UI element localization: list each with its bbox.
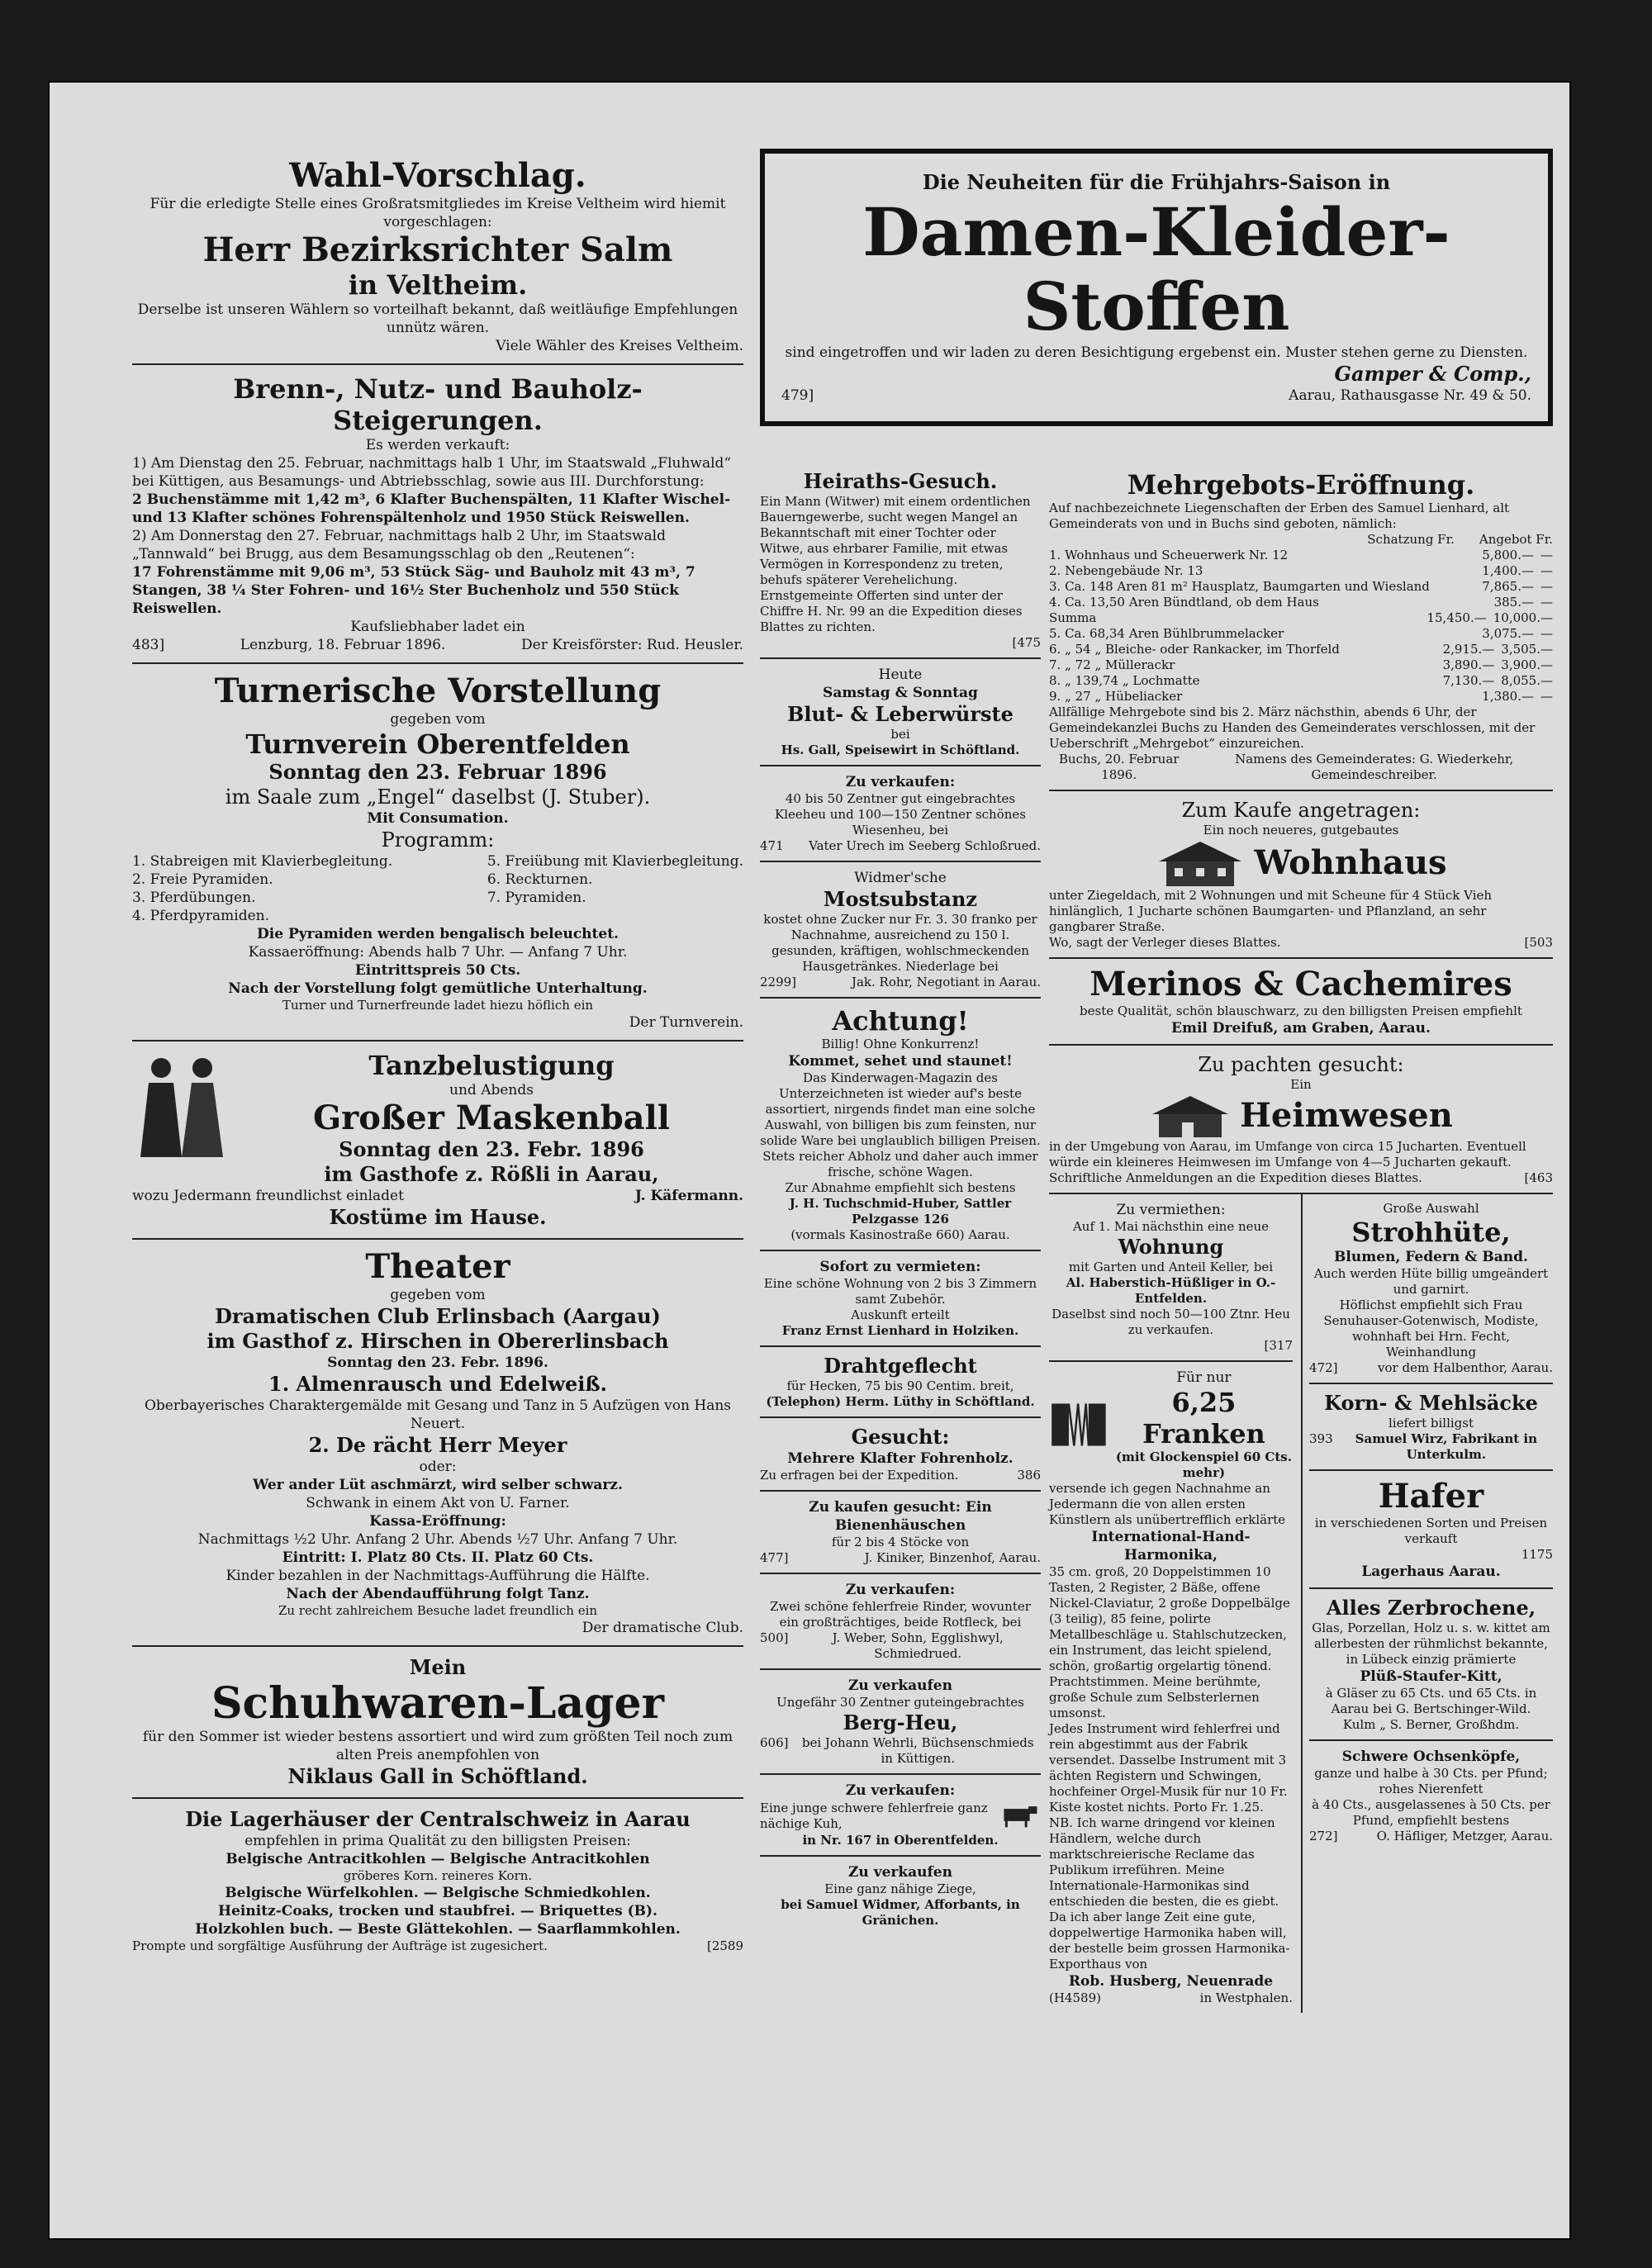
ad-gesucht bbox=[760, 1418, 1041, 1492]
wurst-by: bei bbox=[890, 727, 910, 742]
house-icon bbox=[1155, 838, 1246, 888]
ad-bergheu bbox=[760, 1670, 1041, 1775]
tanz-host: J. Käfermann. bbox=[634, 1188, 743, 1204]
heimwesen-body: in der Umgebung von Aarau, im Umfange von circa 15 Jucharten. Eventuell würde ein kleineres Heimwesen im Umfange von 4—5 Jucharten gekauft. bbox=[1049, 1139, 1526, 1170]
merinos-vendor: Emil Dreifuß, am Graben, Aarau. bbox=[1171, 1020, 1431, 1037]
wohnhaus-code: [503 bbox=[1524, 935, 1553, 950]
table-cell-value: 2,915.— bbox=[1442, 642, 1495, 657]
bienen-vendor: J. Kiniker, Binzenhof, Aarau. bbox=[864, 1550, 1041, 1565]
draht-vendor: (Telephon) Herm. Lüthy in Schöftland. bbox=[766, 1394, 1035, 1409]
stoffe-address: Aarau, Rathausgasse Nr. 49 & 50. bbox=[1289, 387, 1531, 404]
ziege-vendor: bei Samuel Widmer, Afforbants, in Gränichen. bbox=[781, 1897, 1020, 1928]
ad-maskenball bbox=[132, 1041, 743, 1240]
table-cell-value: 3,890.— bbox=[1442, 657, 1495, 672]
achtung-sub1: Billig! Ohne Konkurrenz! bbox=[821, 1037, 980, 1051]
tanz-invite: wozu Jedermann freundlichst einladet bbox=[132, 1188, 404, 1204]
theater-play1-desc: Oberbayerisches Charaktergemälde mit Gesang und Tanz in 5 Aufzügen von Hans Neuert. bbox=[144, 1397, 731, 1432]
vermieten-title: Sofort zu vermieten: bbox=[819, 1259, 981, 1275]
stroh-code: 472] bbox=[1309, 1360, 1338, 1375]
bergheu-vendor: bei Johann Wehrli, Büchsenschmieds in Küttigen. bbox=[801, 1735, 1034, 1766]
mehl-title: Korn- & Mehlsäcke bbox=[1324, 1391, 1538, 1415]
vermieten-info: Auskunft erteilt bbox=[851, 1307, 950, 1322]
rinder-title: Zu verkaufen: bbox=[845, 1582, 956, 1598]
gesucht-code: 386 bbox=[1017, 1468, 1041, 1483]
brennholz-closing: Kaufsliebhaber ladet ein bbox=[350, 619, 525, 635]
ad-strohhuete bbox=[1309, 1194, 1553, 1384]
heirat-body: Ein Mann (Witwer) mit einem ordentlichen Bauerngewerbe, sucht wegen Mangel an Bekanntschaft mit einer Tochter oder Witwe, aus ehrbarer Familie, mit etwas Vermögen in Korrespondenz zu treten, behufs späterer Verehelichung. bbox=[760, 494, 1031, 587]
ad-draht bbox=[760, 1347, 1041, 1418]
table-row bbox=[1049, 626, 1553, 642]
wahl-intro: Für die erledigte Stelle eines Großratsmitgliedes im Kreise Veltheim wird hiemit vorgeschlagen: bbox=[150, 196, 726, 230]
ochsen-body: ganze und halbe à 30 Cts. per Pfund; rohes Nierenfett bbox=[1314, 1766, 1548, 1796]
turner-title: Turnerische Vorstellung bbox=[214, 671, 662, 710]
wohnung-headline: Wohnung bbox=[1118, 1235, 1224, 1259]
wohnung-body3: Daselbst sind noch 50—100 Ztnr. Heu zu verkaufen. bbox=[1051, 1307, 1290, 1337]
mehrgebot-body: Auf nachbezeichnete Liegenschaften der Erben des Samuel Lienhard, alt Gemeinderats von und in Buchs sind geboten, nämlich: bbox=[1049, 501, 1510, 531]
vermieten-vendor: Franz Ernst Lienhard in Holziken. bbox=[781, 1323, 1019, 1338]
table-cell-label: 8. „ 139,74 „ Lochmatte bbox=[1049, 673, 1200, 688]
mehl-sub: liefert billigst bbox=[1389, 1416, 1474, 1431]
heimwesen-headline: Heimwesen bbox=[1240, 1096, 1453, 1135]
column-right-top bbox=[760, 149, 1553, 426]
theater-venue: im Gasthof z. Hirschen in Obererlinsbach bbox=[206, 1329, 669, 1353]
harmonika-details: 35 cm. groß, 20 Doppelstimmen 10 Tasten, 2 Register, 2 Bäße, offene Nickel-Claviatur, 2 große Doppelbälge (3 teilig), 85 feine, polirte Metallbeschläge u. Stahlschutzecken, ein Instrument, das leicht spielend, schön, großartig orgelartig tönend. Prachtstimmen. Meine berühmte, große Schule zum Selbsterlernen umsonst. bbox=[1049, 1564, 1290, 1720]
wahl-name: Herr Bezirksrichter Salm bbox=[202, 230, 673, 269]
draht-title: Drahtgeflecht bbox=[824, 1354, 977, 1378]
ad-schuhwaren bbox=[132, 1647, 743, 1799]
bergheu-headline: Berg-Heu, bbox=[843, 1710, 958, 1734]
table-row bbox=[1049, 689, 1553, 705]
hafer-title: Hafer bbox=[1378, 1477, 1484, 1516]
table-cell-value: 15,450.— bbox=[1427, 610, 1487, 625]
ziege-title: Zu verkaufen bbox=[848, 1864, 952, 1881]
ad-wurst bbox=[760, 659, 1041, 766]
brennholz-intro: Es werden verkauft: bbox=[365, 437, 510, 453]
heimwesen-pre: Ein bbox=[1290, 1077, 1312, 1092]
theater-play2-desc: Schwank in einem Akt von U. Farner. bbox=[306, 1495, 570, 1511]
stoffe-title: Damen-Kleider-Stoffen bbox=[862, 193, 1450, 345]
wohnhaus-info: Wo, sagt der Verleger dieses Blattes. bbox=[1049, 935, 1281, 950]
harmonika-price-pre: Für nur bbox=[1176, 1369, 1232, 1386]
accordion-icon bbox=[1049, 1392, 1108, 1458]
theater-dance: Nach der Abendaufführung folgt Tanz. bbox=[286, 1586, 590, 1602]
ad-merinos bbox=[1049, 959, 1553, 1046]
stroh-vendor: Höflichst empfiehlt sich Frau Senuhauser-Gotenwisch, Modiste, wohnhaft bei Hrn. Fecht, Weinhandlung bbox=[1323, 1298, 1539, 1359]
table-cell-label: 5. Ca. 68,34 Aren Bühlbrummelacker bbox=[1049, 626, 1284, 641]
schuh-body: für den Sommer ist wieder bestens assortiert und wird zum größten Teil noch zum alten Preis anempfohlen von bbox=[142, 1729, 733, 1763]
wahl-body: Derselbe ist unseren Wählern so vorteilhaft bekannt, daß weitläufige Empfehlungen unnütz wären. bbox=[137, 301, 738, 336]
theater-entry: Eintritt: I. Platz 80 Cts. II. Platz 60 Cts. bbox=[282, 1549, 594, 1566]
stoffe-code: 479] bbox=[781, 387, 814, 404]
table-cell-label: 2. Nebengebäude Nr. 13 bbox=[1049, 563, 1203, 578]
brennholz-item2-goods: 17 Fohrenstämme mit 9,06 m³, 53 Stück Säg- und Bauholz mit 43 m³, 7 Stangen, 38 ¼ Ster Fohren- und 16½ Ster Buchenholz und 550 Stück Reiswellen. bbox=[132, 564, 695, 617]
achtung-vendor: J. H. Tuchschmid-Huber, Sattler Pelzgasse 126 bbox=[789, 1196, 1012, 1227]
theater-kassa: Kassa-Eröffnung: bbox=[369, 1513, 506, 1530]
merinos-title: Merinos & Cachemires bbox=[1089, 965, 1512, 1004]
table-cell-value: 7,865.— bbox=[1482, 579, 1534, 594]
kohlen-title: Die Lagerhäuser der Centralschweiz in Aarau bbox=[185, 1807, 691, 1831]
ad-kohlen bbox=[132, 1799, 743, 1962]
stoffe-body: sind eingetroffen und wir laden zu deren Besichtigung ergebenst ein. Muster stehen gerne zu Diensten. bbox=[785, 344, 1528, 361]
stroh-loc: vor dem Halbenthor, Aarau. bbox=[1378, 1360, 1553, 1375]
wohnhaus-headline: Wohnhaus bbox=[1254, 843, 1447, 882]
theater-title: Theater bbox=[365, 1247, 510, 1286]
wurst-pre: Heute bbox=[878, 667, 923, 683]
wohnung-vendor: Al. Haberstich-Hüßliger in O.-Entfelden. bbox=[1066, 1275, 1276, 1306]
table-cell-value: — bbox=[1540, 579, 1553, 594]
heirat-title: Heiraths-Gesuch. bbox=[803, 469, 998, 493]
mehrgebot-note: Allfällige Mehrgebote sind bis 2. März nächsthin, abends 6 Uhr, der Gemeindekanzlei Buchs zu Handen des Gemeinderates verschlossen, mit der Ueberschrift „Mehrgebot“ einzureichen. bbox=[1049, 705, 1536, 751]
gesucht-body: Mehrere Klafter Fohrenholz. bbox=[787, 1450, 1014, 1467]
gesucht-info: Zu erfragen bei der Expedition. bbox=[760, 1468, 959, 1483]
table-row bbox=[1049, 563, 1553, 579]
theater-club: Dramatischen Club Erlinsbach (Aargau) bbox=[215, 1304, 661, 1328]
tanz-venue: im Gasthofe z. Rößli in Aarau, bbox=[324, 1162, 659, 1186]
stoffe-firm: Gamper & Comp., bbox=[1334, 362, 1531, 386]
bergheu-body: Ungefähr 30 Zentner guteingebrachtes bbox=[776, 1695, 1024, 1710]
newspaper-page bbox=[50, 83, 1569, 2238]
table-row bbox=[1049, 579, 1553, 595]
kitt-line1: Aarau bei G. Bertschinger-Wild. bbox=[1331, 1701, 1531, 1716]
turner-extra: Mit Consumation. bbox=[367, 810, 509, 827]
kuh-loc: in Nr. 167 in Oberentfelden. bbox=[802, 1833, 999, 1848]
most-title: Mostsubstanz bbox=[823, 887, 978, 911]
heimwesen-title: Zu pachten gesucht: bbox=[1198, 1053, 1404, 1076]
table-cell-value: — bbox=[1540, 595, 1553, 610]
harmonika-guarantee: Jedes Instrument wird fehlerfrei und rein abgestimmt aus der Fabrik versendet. Dasselbe Instrument mit 3 ächten Registern und Schwingen, hochfeiner Orgel-Musik für nur 10 Fr. Kiste kostet nichts. Porto Fr. 1.25. bbox=[1049, 1721, 1288, 1815]
most-code: 2299] bbox=[760, 975, 797, 989]
ad-brennholz bbox=[132, 365, 743, 664]
schuh-title: Schuhwaren-Lager bbox=[211, 1678, 665, 1729]
ad-heimwesen bbox=[1049, 1046, 1553, 1194]
turner-program-left bbox=[132, 852, 392, 925]
table-cell-value: 8,055.— bbox=[1501, 673, 1553, 688]
ad-rinder bbox=[760, 1574, 1041, 1670]
heimwesen-code: [463 bbox=[1524, 1170, 1553, 1185]
program-item: 4. Pferdpyramiden. bbox=[132, 908, 270, 924]
klee-body: 40 bis 50 Zentner gut eingebrachtes Kleeheu und 100—150 Zentner schönes Wiesenheu, bei bbox=[775, 791, 1026, 837]
ochsen-body2: à 40 Cts., ausgelassenes à 50 Cts. per Pfund, empfiehlt bestens bbox=[1312, 1797, 1550, 1828]
klee-vendor: Vater Urech im Seeberg Schloßrued. bbox=[809, 838, 1041, 853]
kohlen-line2: Belgische Würfelkohlen. — Belgische Schmiedkohlen. bbox=[225, 1885, 651, 1901]
ad-mehlsaecke bbox=[1309, 1384, 1553, 1471]
stroh-pre: Große Auswahl bbox=[1383, 1201, 1479, 1216]
hafer-vendor: Lagerhaus Aarau. bbox=[1361, 1563, 1501, 1580]
tanz-date: Sonntag den 23. Febr. 1896 bbox=[339, 1137, 644, 1161]
ad-vermieten bbox=[760, 1251, 1041, 1347]
table-cell-value: — bbox=[1540, 563, 1553, 578]
rinder-body: Zwei schöne fehlerfreie Rinder, wovunter ein großträchtiges, beide Rotfleck, bei bbox=[770, 1599, 1031, 1630]
table-cell-value: 1,400.— bbox=[1482, 563, 1534, 578]
tanz-title: Tanzbelustigung bbox=[368, 1050, 615, 1081]
brennholz-code: 483] bbox=[132, 637, 165, 653]
hafer-body: in verschiedenen Sorten und Preisen verkauft bbox=[1314, 1516, 1548, 1546]
turner-by: gegeben vom bbox=[390, 711, 486, 728]
wahl-signature: Viele Wähler des Kreises Veltheim. bbox=[496, 338, 743, 354]
brennholz-item1: 1) Am Dienstag den 25. Februar, nachmittags halb 1 Uhr, im Staatswald „Fluhwald“ bei Küttigen, aus Besamungs- und Abtriebsschlag, sowie aus III. Durchforstung: bbox=[132, 455, 732, 490]
wahl-place: in Veltheim. bbox=[348, 269, 528, 301]
bienen-title: Zu kaufen gesucht: Ein bbox=[809, 1499, 992, 1516]
table-cell-value: 7,130.— bbox=[1442, 673, 1495, 688]
mehl-code: 393 bbox=[1309, 1431, 1333, 1446]
ad-wohnung bbox=[1049, 1194, 1293, 1362]
ad-kuh bbox=[760, 1775, 1041, 1857]
table-row bbox=[1049, 595, 1553, 610]
table-row bbox=[1049, 642, 1553, 657]
ad-ochsen bbox=[1309, 1741, 1553, 1851]
theater-play2-sub: Wer ander Lüt aschmärzt, wird selber schwarz. bbox=[253, 1477, 623, 1493]
heirat-code: [475 bbox=[1012, 635, 1041, 650]
table-cell-label: 1. Wohnhaus und Scheuerwerk Nr. 12 bbox=[1049, 548, 1289, 562]
ad-hafer bbox=[1309, 1471, 1553, 1589]
ad-mehrgebot bbox=[1049, 463, 1553, 791]
wurst-days: Samstag & Sonntag bbox=[823, 685, 978, 701]
stoffe-top: Die Neuheiten für die Frühjahrs-Saison in bbox=[922, 170, 1391, 194]
table-cell-label: 7. „ 72 „ Müllerackr bbox=[1049, 657, 1175, 672]
wohnung-body: Auf 1. Mai nächsthin eine neue bbox=[1072, 1219, 1270, 1234]
farmhouse-icon bbox=[1149, 1093, 1232, 1139]
stroh-title: Strohhüte, bbox=[1351, 1217, 1511, 1248]
theater-signature: Der dramatische Club. bbox=[582, 1620, 743, 1636]
klee-title: Zu verkaufen: bbox=[845, 774, 956, 790]
gesucht-title: Gesucht: bbox=[851, 1425, 950, 1449]
table-cell-label: Summa bbox=[1049, 610, 1097, 625]
wohnung-title: Zu vermiethen: bbox=[1116, 1202, 1226, 1218]
ad-theater bbox=[132, 1240, 743, 1647]
most-pre: Widmer'sche bbox=[854, 870, 947, 886]
schuh-signature: Niklaus Gall in Schöftland. bbox=[287, 1764, 588, 1788]
theater-play1: 1. Almenrausch und Edelweiß. bbox=[268, 1372, 607, 1396]
table-cell-value: 5,800.— bbox=[1482, 548, 1534, 562]
harmonika-closing: Da ich aber lange Zeit eine gute, doppelwertige Harmonika haben will, der bestelle beim grossen Harmonika-Exporthaus von bbox=[1049, 1910, 1290, 1971]
table-row bbox=[1049, 673, 1553, 689]
harmonika-body: versende ich gegen Nachnahme an Jedermann die von allen ersten Künstlern als unübertrefflich erklärte bbox=[1049, 1481, 1286, 1527]
brennholz-item1-goods: 2 Buchenstämme mit 1,42 m³, 6 Klafter Buchenspälten, 11 Klafter Wischel- und 13 Klafter schönes Fohrenspältenholz und 1950 Stück Reiswellen. bbox=[132, 491, 731, 526]
wahl-title: Wahl-Vorschlag. bbox=[289, 156, 586, 195]
vermieten-body: Eine schöne Wohnung von 2 bis 3 Zimmern samt Zubehör. bbox=[763, 1276, 1037, 1307]
kohlen-line1: Belgische Antracitkohlen — Belgische Antracitkohlen bbox=[225, 1851, 650, 1867]
turner-program-title: Programm: bbox=[381, 828, 495, 852]
most-body: kostet ohne Zucker nur Fr. 3. 30 franko per Nachnahme, ausreichend zu 150 l. gesunden, kräftigen, wohlschmeckenden Hausgetränkes. Niederlage bei bbox=[763, 912, 1037, 974]
wohnung-code: [317 bbox=[1264, 1338, 1293, 1353]
cow-icon bbox=[998, 1800, 1041, 1833]
program-item: 5. Freiübung mit Klavierbegleitung. bbox=[487, 853, 743, 870]
table-cell-label: 9. „ 27 „ Hübeliacker bbox=[1049, 689, 1183, 704]
draht-body: für Hecken, 75 bis 90 Centim. breit, bbox=[786, 1378, 1014, 1393]
wohnhaus-body: unter Ziegeldach, mit 2 Wohnungen und mit Scheune für 4 Stück Vieh hinlänglich, 1 Jucharte schönen Baumgarten- und Pflanzland, an sehr gangbarer Straße. bbox=[1049, 888, 1493, 934]
turner-venue: im Saale zum „Engel“ daselbst (J. Stuber). bbox=[225, 785, 651, 809]
ad-klee bbox=[760, 766, 1041, 862]
kohlen-line3: Heinitz-Coaks, trocken und staubfrei. — Briquettes (B). bbox=[218, 1903, 657, 1919]
stroh-body: Auch werden Hüte billig umgeändert und garnirt. bbox=[1313, 1266, 1549, 1297]
rinder-vendor: J. Weber, Sohn, Egglishwyl, Schmiedrued. bbox=[832, 1630, 1004, 1661]
ad-damen-kleider-stoffe bbox=[760, 149, 1553, 426]
kohlen-intro: empfehlen in prima Qualität zu den billigsten Preisen: bbox=[244, 1833, 631, 1849]
turner-program-right bbox=[487, 852, 743, 925]
table-cell-value: 3,505.— bbox=[1501, 642, 1553, 657]
ochsen-vendor: O. Häfliger, Metzger, Aarau. bbox=[1376, 1829, 1553, 1843]
table-cell-value: 385.— bbox=[1493, 595, 1534, 610]
achtung-body3: Zur Abnahme empfiehlt sich bestens bbox=[785, 1180, 1016, 1195]
mehl-vendor: Samuel Wirz, Fabrikant in Unterkulm. bbox=[1355, 1431, 1537, 1462]
ad-kitt bbox=[1309, 1589, 1553, 1741]
heimwesen-info: Schriftliche Anmeldungen an die Expedition dieses Blattes. bbox=[1049, 1170, 1422, 1185]
harmonika-headline: International-Hand-Harmonika, bbox=[1091, 1529, 1251, 1563]
mehrgebot-col-b: Angebot Fr. bbox=[1479, 532, 1553, 547]
achtung-body2: Stets reicher Abholz und daher auch immer frische, schöne Wagen. bbox=[762, 1149, 1038, 1179]
brennholz-date: Lenzburg, 18. Februar 1896. bbox=[240, 637, 446, 653]
bergheu-title: Zu verkaufen bbox=[848, 1677, 952, 1694]
tanz-headline: Großer Maskenball bbox=[313, 1098, 670, 1137]
program-item: 7. Pyramiden. bbox=[487, 890, 586, 906]
column-right bbox=[1049, 463, 1553, 2013]
kitt-headline: Plüß-Staufer-Kitt, bbox=[1360, 1668, 1502, 1685]
achtung-body: Das Kinderwagen-Magazin des Unterzeichneten ist wieder auf's beste assortiert, nirgends findet man eine solche Auswahl, von billigen bis zum feinsten, nur solide Ware bei unglaublich billigen Preisen. bbox=[760, 1070, 1041, 1148]
theater-times: Nachmittags ½2 Uhr. Anfang 2 Uhr. Abends ½7 Uhr. Anfang 7 Uhr. bbox=[197, 1531, 678, 1548]
kitt-line2: Kulm „ S. Berner, Großhdm. bbox=[1342, 1717, 1520, 1732]
ad-bienen bbox=[760, 1492, 1041, 1574]
hafer-code: 1175 bbox=[1521, 1547, 1553, 1562]
stroh-sub: Blumen, Federn & Band. bbox=[1334, 1249, 1528, 1265]
theater-date: Sonntag den 23. Febr. 1896. bbox=[327, 1355, 548, 1371]
kohlen-line1-sub: gröberes Korn. reineres Korn. bbox=[343, 1868, 533, 1883]
kitt-sub: à Gläser zu 65 Cts. und 65 Cts. in bbox=[1325, 1686, 1537, 1701]
bienen-code: 477] bbox=[760, 1550, 789, 1565]
turner-note: Die Pyramiden werden bengalisch beleuchtet. bbox=[257, 926, 619, 942]
mehrgebot-title: Mehrgebots-Eröffnung. bbox=[1127, 469, 1475, 501]
harmonika-loc: in Westphalen. bbox=[1199, 1990, 1293, 2005]
table-cell-label: 3. Ca. 148 Aren 81 m² Hausplatz, Baumgarten und Wiesland bbox=[1049, 579, 1430, 594]
table-cell-label: 4. Ca. 13,50 Aren Bündtland, ob dem Haus bbox=[1049, 595, 1319, 610]
brennholz-item2: 2) Am Donnerstag den 27. Februar, nachmittags halb 2 Uhr, im Staatswald „Tannwald“ bei Brugg, aus dem Besamungsschlag ob den „Reutenen“: bbox=[132, 528, 666, 562]
wohnhaus-title: Zum Kaufe angetragen: bbox=[1181, 799, 1421, 822]
turner-date: Sonntag den 23. Februar 1896 bbox=[268, 760, 607, 784]
table-cell-value: — bbox=[1540, 626, 1553, 641]
ad-achtung bbox=[760, 999, 1041, 1251]
ad-wahl-vorschlag bbox=[132, 149, 743, 365]
table-cell-value: 1,380.— bbox=[1482, 689, 1534, 704]
kuh-title: Zu verkaufen: bbox=[845, 1782, 956, 1799]
klee-code: 471 bbox=[760, 838, 784, 853]
dancers-icon bbox=[132, 1050, 231, 1165]
column-middle bbox=[760, 463, 1041, 1935]
kitt-title: Alles Zerbrochene, bbox=[1326, 1596, 1536, 1620]
ad-heirat bbox=[760, 463, 1041, 659]
schuh-pre: Mein bbox=[409, 1655, 467, 1679]
table-row bbox=[1049, 610, 1553, 626]
turner-invite: Turner und Turnerfreunde ladet hiezu höflich ein bbox=[282, 998, 594, 1013]
theater-kids: Kinder bezahlen in der Nachmittags-Aufführung die Hälfte. bbox=[225, 1568, 650, 1584]
table-row bbox=[1049, 657, 1553, 673]
ad-most bbox=[760, 862, 1041, 999]
harmonika-code: (H4589) bbox=[1049, 1990, 1101, 2005]
kohlen-line4: Holzkohlen buch. — Beste Glättekohlen. — Saarflammkohlen. bbox=[195, 1921, 681, 1938]
bienen-body: für 2 bis 4 Stöcke von bbox=[831, 1535, 970, 1549]
heirat-body2: Ernstgemeinte Offerten sind unter der Chiffre H. Nr. 99 an die Expedition dieses Blattes zu richten. bbox=[760, 588, 1023, 634]
rinder-code: 500] bbox=[760, 1630, 789, 1645]
achtung-title: Achtung! bbox=[832, 1005, 969, 1037]
program-item: 3. Pferdübungen. bbox=[132, 890, 256, 906]
ochsen-title: Schwere Ochsenköpfe, bbox=[1341, 1748, 1521, 1765]
turner-price: Eintrittspreis 50 Cts. bbox=[354, 962, 521, 979]
harmonika-vendor: Rob. Husberg, Neuenrade bbox=[1068, 1973, 1274, 1990]
most-vendor: Jak. Rohr, Negotiant in Aarau. bbox=[851, 975, 1041, 989]
table-cell-value: 3,900.— bbox=[1501, 657, 1553, 672]
kohlen-code: [2589 bbox=[706, 1938, 743, 1953]
ad-turnerische-vorstellung bbox=[132, 664, 743, 1041]
ad-harmonika bbox=[1049, 1362, 1293, 2013]
program-item: 2. Freie Pyramiden. bbox=[132, 871, 273, 888]
theater-play2-or: oder: bbox=[419, 1459, 457, 1475]
mehrgebot-signature: Namens des Gemeinderates: G. Wiederkehr, Gemeindeschreiber. bbox=[1235, 752, 1514, 782]
mehrgebot-date: Buchs, 20. Februar 1896. bbox=[1058, 752, 1180, 782]
kitt-body: Glas, Porzellan, Holz u. s. w. kittet am allerbesten der rühmlichst bekannte, in Lübeck einzig prämierte bbox=[1312, 1620, 1550, 1667]
table-cell-value: — bbox=[1540, 689, 1553, 704]
theater-play2: 2. De rächt Herr Meyer bbox=[308, 1433, 567, 1457]
table-cell-label: 6. „ 54 „ Bleiche- oder Rankacker, im Thorfeld bbox=[1049, 642, 1340, 657]
harmonika-nb: NB. Ich warne dringend vor kleinen Händlern, welche durch marktschreierische Reclame das Publikum irreführen. Meine Internationale-Harmonikas sind entschieden die besten, die es giebt. bbox=[1049, 1815, 1279, 1909]
brennholz-signature: Der Kreisförster: Rud. Heusler. bbox=[521, 637, 743, 653]
kohlen-closing: Prompte und sorgfältige Ausführung der Aufträge ist zugesichert. bbox=[132, 1938, 548, 1953]
ochsen-code: 272] bbox=[1309, 1829, 1338, 1843]
tanz-and: und Abends bbox=[449, 1082, 534, 1098]
table-cell-value: 3,075.— bbox=[1482, 626, 1534, 641]
merinos-body: beste Qualität, schön blauschwarz, zu den billigsten Preisen empfiehlt bbox=[1080, 1004, 1522, 1018]
bergheu-code: 606] bbox=[760, 1735, 789, 1750]
brennholz-title: Brenn-, Nutz- und Bauholz-Steigerungen. bbox=[233, 373, 643, 436]
harmonika-price-sub: (mit Glockenspiel 60 Cts. mehr) bbox=[1115, 1450, 1292, 1480]
table-cell-value: 10,000.— bbox=[1493, 610, 1553, 625]
wohnung-body2: mit Garten und Anteil Keller, bei bbox=[1068, 1260, 1274, 1274]
kuh-body: Eine junge schwere fehlerfreie ganz nächige Kuh, bbox=[760, 1801, 988, 1831]
turner-signature: Der Turnverein. bbox=[629, 1014, 743, 1031]
bienen-headline: Bienenhäuschen bbox=[834, 1517, 966, 1534]
achtung-vendor2: (vormals Kasinostraße 660) Aarau. bbox=[790, 1227, 1010, 1242]
ad-ziege bbox=[760, 1857, 1041, 1935]
turner-times: Kassaeröffnung: Abends halb 7 Uhr. — Anfang 7 Uhr. bbox=[248, 944, 628, 961]
achtung-sub2: Kommet, sehet und staunet! bbox=[788, 1053, 1013, 1070]
turner-after: Nach der Vorstellung folgt gemütliche Unterhaltung. bbox=[228, 980, 648, 997]
wohnhaus-sub: Ein noch neueres, gutgebautes bbox=[1203, 823, 1399, 837]
wurst-vendor: Hs. Gall, Speisewirt in Schöftland. bbox=[781, 743, 1020, 757]
table-cell-value: — bbox=[1540, 548, 1553, 562]
theater-invite: Zu recht zahlreichem Besuche ladet freundlich ein bbox=[278, 1603, 598, 1618]
table-row bbox=[1049, 548, 1553, 563]
column-left bbox=[132, 149, 743, 1962]
tanz-costumes: Kostüme im Hause. bbox=[329, 1205, 547, 1229]
program-item: 6. Reckturnen. bbox=[487, 871, 593, 888]
ad-wohnhaus bbox=[1049, 791, 1553, 959]
turner-club: Turnverein Oberentfelden bbox=[245, 728, 630, 760]
wurst-title: Blut- & Leberwürste bbox=[787, 702, 1014, 726]
mehrgebot-table bbox=[1049, 548, 1553, 705]
theater-by: gegeben vom bbox=[390, 1287, 486, 1303]
ziege-body: Eine ganz nähige Ziege, bbox=[824, 1881, 976, 1896]
program-item: 1. Stabreigen mit Klavierbegleitung. bbox=[132, 853, 393, 870]
harmonika-price: 6,25 Franken bbox=[1142, 1387, 1265, 1450]
mehrgebot-col-a: Schatzung Fr. bbox=[1367, 532, 1455, 547]
